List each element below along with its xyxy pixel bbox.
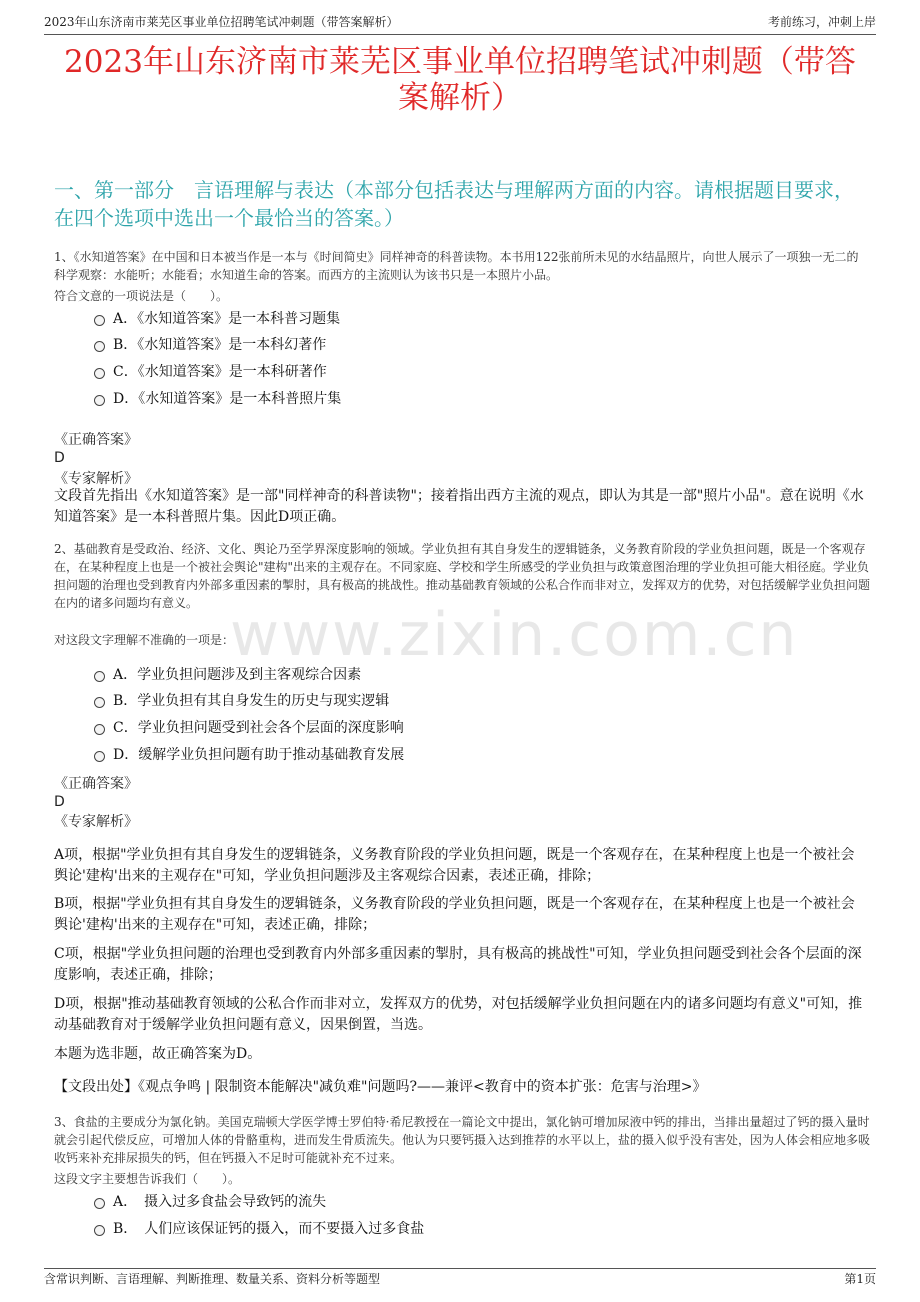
question-1-answer-label: 《正确答案》 xyxy=(54,432,138,448)
question-2-analysis-a: A项，根据"学业负担有其自身发生的逻辑链条，义务教育阶段的学业负担问题，既是一个客观存在，在某种程度上也是一个被社会舆论'建构'出来的主观存在"可知，学业负担问题涉及主客观综合因素，表述正确，排除； xyxy=(54,847,855,884)
question-1-analysis-label: 《专家解析》 xyxy=(54,471,138,487)
radio-icon[interactable] xyxy=(94,751,105,762)
watermark: www.zixin.com.cn xyxy=(230,600,799,670)
header-slogan: 考前练习，冲刺上岸 xyxy=(767,15,876,29)
radio-icon[interactable] xyxy=(94,671,105,682)
radio-icon[interactable] xyxy=(94,341,105,352)
page-header xyxy=(44,12,876,35)
footer-text: 含常识判断、言语理解、判断推理、数量关系、资料分析等题型 xyxy=(44,1272,381,1286)
radio-icon[interactable] xyxy=(94,315,105,326)
header-title: 2023年山东济南市莱芜区事业单位招聘笔试冲刺题（带答案解析） xyxy=(44,15,399,29)
question-1-option-d[interactable]: D．《水知道答案》是一本科普照片集 xyxy=(94,390,341,408)
question-1-analysis: 文段首先指出《水知道答案》是一部"同样神奇的科普读物"；接着指出西方主流的观点，即认为其是一部"照片小品"。意在说明《水知道答案》是一本科普照片集。因此D项正确。 xyxy=(54,488,864,525)
question-2-option-b[interactable]: B．学业负担有其自身发生的历史与现实逻辑 xyxy=(94,692,389,710)
radio-icon[interactable] xyxy=(94,697,105,708)
question-2-source: 【文段出处】《观点争鸣 | 限制资本能解决"减负难"问题吗?——兼评<教育中的资本扩张：危害与治理>》 xyxy=(54,1079,707,1095)
question-1-option-a[interactable]: A．《水知道答案》是一本科普习题集 xyxy=(94,310,340,328)
question-2-option-d[interactable]: D．缓解学业负担问题有助于推动基础教育发展 xyxy=(94,746,404,764)
document-title: 2023年山东济南市莱芜区事业单位招聘笔试冲刺题（带答案解析） xyxy=(64,44,856,116)
radio-icon[interactable] xyxy=(94,1225,105,1236)
question-3-option-b[interactable]: B． 人们应该保证钙的摄入，而不要摄入过多食盐 xyxy=(94,1220,424,1238)
question-2-analysis-d: D项，根据"推动基础教育领域的公私合作而非对立，发挥双方的优势，对包括缓解学业负担问题在内的诸多问题均有意义"可知，推动基础教育对于缓解学业负担问题有意义，因果倒置，当选。 xyxy=(54,996,863,1033)
question-1-option-c[interactable]: C．《水知道答案》是一本科研著作 xyxy=(94,363,327,381)
radio-icon[interactable] xyxy=(94,368,105,379)
question-2-prompt: 对这段文字理解不准确的一项是： xyxy=(54,633,235,647)
question-2-option-c[interactable]: C．学业负担问题受到社会各个层面的深度影响 xyxy=(94,719,404,737)
question-2-text: 2、基础教育是受政治、经济、文化、舆论乃至学界深度影响的领域。学业负担有其自身发生的逻辑链条，义务教育阶段的学业负担问题，既是一个客观存在，在某种程度上也是一个被社会舆论"建构"出来的主观存在。不同家庭、学校和学生所感受的学业负担与政策意图治理的学业负担可能大相径庭。学业负担问题的治理也受到教育内外部多重因素的掣肘，具有极高的挑战性。推动基础教育领域的公私合作而非对立，发挥双方的优势，对包括缓解学业负担问题在内的诸多问题均有意义。 xyxy=(54,542,871,610)
question-2-option-a[interactable]: A．学业负担问题涉及到主客观综合因素 xyxy=(94,666,361,684)
question-1-option-b[interactable]: B．《水知道答案》是一本科幻著作 xyxy=(94,336,326,354)
question-1-text: 1、《水知道答案》在中国和日本被当作是一本与《时间简史》同样神奇的科普读物。本书用122张前所未见的水结晶照片，向世人展示了一项独一无二的科学观察：水能听；水能看；水知道生命的答案。而西方的主流则认为该书只是一本照片小品。 xyxy=(54,250,859,282)
question-3-text: 3、食盐的主要成分为氯化钠。美国克瑞顿大学医学博士罗伯特·希尼教授在一篇论文中提出，氯化钠可增加尿液中钙的排出，当排出量超过了钙的摄入量时就会引起代偿反应，可增加人体的骨骼重构，进而发生骨质流失。他认为只要钙摄入达到推荐的水平以上，盐的摄入似乎没有害处，因为人体会相应地多吸收钙来补充排尿损失的钙，但在钙摄入不足时可能就补充不过来。 xyxy=(54,1115,871,1165)
radio-icon[interactable] xyxy=(94,724,105,735)
radio-icon[interactable] xyxy=(94,1198,105,1209)
question-1-prompt: 符合文意的一项说法是（ ）。 xyxy=(54,289,229,303)
question-2-analysis-b: B项，根据"学业负担有其自身发生的逻辑链条，义务教育阶段的学业负担问题，既是一个客观存在，在某种程度上也是一个被社会舆论'建构'出来的主观存在"可知，表述正确，排除； xyxy=(54,896,855,933)
question-2-analysis-c: C项，根据"学业负担问题的治理也受到教育内外部多重因素的掣肘，具有极高的挑战性"可知，学业负担问题受到社会各个层面的深度影响，表述正确，排除； xyxy=(54,946,862,983)
radio-icon[interactable] xyxy=(94,395,105,406)
question-3-option-a[interactable]: A． 摄入过多食盐会导致钙的流失 xyxy=(94,1193,326,1211)
question-2-conclusion: 本题为选非题，故正确答案为D。 xyxy=(54,1046,262,1062)
page-footer xyxy=(44,1268,876,1287)
question-2-analysis-label: 《专家解析》 xyxy=(54,814,138,830)
page-number: 第1页 xyxy=(844,1272,876,1286)
question-1-answer: D xyxy=(54,450,65,466)
question-3-prompt: 这段文字主要想告诉我们（ ）。 xyxy=(54,1172,241,1186)
section-heading: 一、第一部分 言语理解与表达（本部分包括表达与理解两方面的内容。请根据题目要求，在四个选项中选出一个最恰当的答案。） xyxy=(54,178,854,230)
question-2-answer: D xyxy=(54,794,65,810)
question-2-answer-label: 《正确答案》 xyxy=(54,776,138,792)
